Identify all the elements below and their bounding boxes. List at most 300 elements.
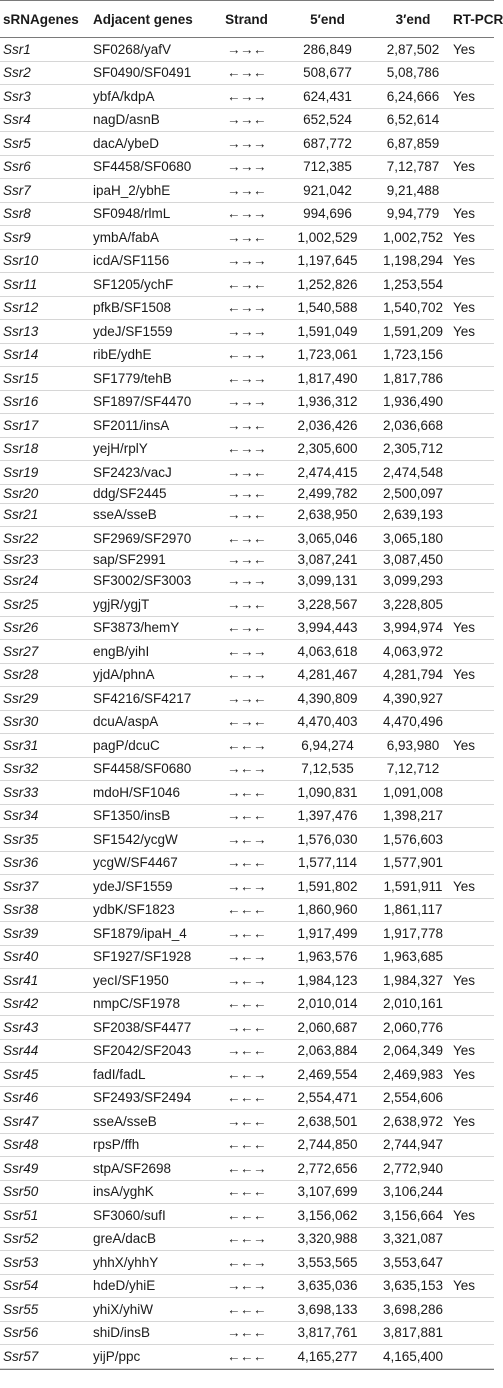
three-end-cell: 3,156,664 [382,1207,444,1223]
strand-cell: ←→→ [227,667,266,683]
adjacent-genes-cell: SF2011/insA [93,417,170,433]
adjacent-genes-cell: ybfA/kdpA [93,88,155,104]
three-end-cell: 2,772,940 [382,1160,444,1176]
adjacent-genes-cell: ribE/ydhE [93,347,152,363]
bottom-rule [0,1369,494,1370]
strand-cell: →→← [227,464,266,480]
srna-gene-cell: Ssr19 [3,464,39,480]
adjacent-genes-cell: yhhX/yhhY [93,1254,159,1270]
table-row [0,1275,494,1299]
srna-gene-cell: Ssr22 [3,530,39,546]
five-end-cell: 1,197,645 [297,253,358,269]
three-end-cell: 2,474,548 [382,464,444,480]
adjacent-genes-cell: yejH/rplY [93,441,148,457]
header-adjacent-genes: Adjacent genes [93,11,193,27]
table-row [0,828,494,852]
table-row [0,1087,494,1111]
adjacent-genes-cell: SF1879/ipaH_4 [93,925,187,941]
table-row [0,551,494,570]
table-row [0,1204,494,1228]
three-end-cell: 1,591,911 [383,878,443,894]
three-end-cell: 3,635,153 [382,1278,444,1294]
adjacent-genes-cell: rpsP/ffh [93,1137,140,1153]
adjacent-genes-cell: shiD/insB [93,1325,151,1341]
five-end-cell: 921,042 [303,182,352,198]
five-end-cell: 994,696 [303,206,352,222]
table-row [0,969,494,993]
strand-cell: ←←→ [227,1160,266,1176]
three-end-cell: 2,744,947 [382,1137,444,1153]
five-end-cell: 3,817,761 [297,1325,358,1341]
five-end-cell: 1,591,049 [297,323,358,339]
three-end-cell: 1,723,156 [382,347,444,363]
srna-gene-cell: Ssr11 [3,276,38,292]
srna-gene-cell: Ssr20 [3,486,39,501]
strand-cell: →→← [227,507,266,523]
adjacent-genes-cell: ydeJ/SF1559 [93,878,173,894]
adjacent-genes-cell: dacA/ybeD [93,135,160,151]
table-row [0,226,494,250]
table-row [0,640,494,664]
srna-gene-cell: Ssr49 [3,1160,39,1176]
three-end-cell: 6,24,666 [386,88,440,104]
strand-cell: →→→ [227,573,266,589]
strand-cell: ←→→ [227,347,266,363]
five-end-cell: 1,936,312 [297,394,358,410]
rt-pcr-cell: Yes [453,229,476,245]
five-end-cell: 508,677 [303,65,352,81]
five-end-cell: 3,320,988 [297,1231,358,1247]
srna-gene-cell: Ssr35 [3,831,39,847]
rt-pcr-cell: Yes [453,1113,476,1129]
strand-cell: →←→ [227,878,266,894]
strand-cell: →←← [227,1113,266,1129]
five-end-cell: 1,397,476 [297,808,358,824]
table-row [0,1181,494,1205]
header-five-end: 5′end [310,11,345,27]
strand-cell: ←←← [227,902,266,918]
five-end-cell: 3,156,062 [297,1207,358,1223]
srna-gene-cell: Ssr47 [3,1113,39,1129]
adjacent-genes-cell: mdoH/SF1046 [93,784,181,800]
srna-gene-cell: Ssr7 [3,182,31,198]
strand-cell: →→← [227,229,266,245]
rt-pcr-cell: Yes [453,667,476,683]
table-row [0,922,494,946]
table-row [0,273,494,297]
strand-cell: ←←→ [227,737,266,753]
five-end-cell: 2,469,554 [297,1066,358,1082]
five-end-cell: 652,524 [303,112,352,128]
header-three-end: 3′end [395,11,431,27]
five-end-cell: 1,723,061 [297,347,358,363]
five-end-cell: 1,090,831 [297,784,358,800]
strand-cell: →←← [227,1043,266,1059]
five-end-cell: 2,036,426 [297,417,358,433]
table-row [0,132,494,156]
strand-cell: ←→→ [227,441,266,457]
three-end-cell: 2,639,193 [382,507,444,523]
adjacent-genes-cell: SF0948/rlmL [93,206,171,222]
table-row [0,1063,494,1087]
three-end-cell: 3,817,881 [382,1325,444,1341]
five-end-cell: 4,165,277 [297,1348,358,1364]
adjacent-genes-cell: SF1350/insB [93,808,171,824]
three-end-cell: 3,994,974 [382,620,444,636]
three-end-cell: 1,398,217 [382,808,444,824]
adjacent-genes-cell: ygjR/ygjT [93,596,150,612]
srna-gene-cell: Ssr26 [3,620,39,636]
table-body [0,38,494,1369]
table-row [0,179,494,203]
adjacent-genes-cell: ydeJ/SF1559 [93,323,173,339]
rt-pcr-cell: Yes [453,1043,476,1059]
three-end-cell: 3,228,805 [382,596,444,612]
table-row [0,250,494,274]
srna-gene-cell: Ssr39 [3,925,39,941]
three-end-cell: 2,064,349 [382,1043,444,1059]
five-end-cell: 2,063,884 [297,1043,358,1059]
three-end-cell: 2,87,502 [386,41,440,57]
table-header [0,1,503,37]
table-row [0,297,494,321]
strand-cell: →←← [227,1019,266,1035]
three-end-cell: 2,469,983 [382,1066,444,1082]
three-end-cell: 2,060,776 [382,1019,444,1035]
adjacent-genes-cell: sseA/sseB [93,507,157,523]
five-end-cell: 3,099,131 [297,573,358,589]
five-end-cell: 1,963,576 [297,949,358,965]
three-end-cell: 1,963,685 [382,949,444,965]
five-end-cell: 1,817,490 [297,370,358,386]
srna-gene-cell: Ssr36 [3,855,39,871]
three-end-cell: 1,576,603 [382,831,444,847]
strand-cell: →←→ [227,831,266,847]
five-end-cell: 712,385 [303,159,352,175]
five-end-cell: 2,060,687 [297,1019,358,1035]
srna-gene-cell: Ssr57 [3,1348,39,1364]
three-end-cell: 4,390,927 [382,690,444,706]
five-end-cell: 1,576,030 [297,831,358,847]
three-end-cell: 4,165,400 [382,1348,444,1364]
adjacent-genes-cell: insA/yghK [93,1184,154,1200]
table-row [0,1251,494,1275]
srna-gene-cell: Ssr53 [3,1254,39,1270]
adjacent-genes-cell: ddg/SF2445 [93,486,167,501]
strand-cell: →→→ [227,135,266,151]
adjacent-genes-cell: SF1779/tehB [93,370,172,386]
strand-cell: ←→→ [227,88,266,104]
three-end-cell: 9,21,488 [386,182,440,198]
srna-gene-cell: Ssr25 [3,596,39,612]
three-end-cell: 3,698,286 [382,1301,444,1317]
srna-gene-cell: Ssr54 [3,1278,39,1294]
five-end-cell: 4,470,403 [297,714,358,730]
srna-gene-cell: Ssr10 [3,253,39,269]
table-row [0,1040,494,1064]
five-end-cell: 2,554,471 [297,1090,358,1106]
five-end-cell: 3,994,443 [297,620,358,636]
strand-cell: ←←→ [227,1254,266,1270]
strand-cell: ←←← [227,1090,266,1106]
five-end-cell: 2,772,656 [297,1160,358,1176]
five-end-cell: 2,638,950 [297,507,358,523]
five-end-cell: 1,002,529 [297,229,358,245]
adjacent-genes-cell: SF2969/SF2970 [93,530,192,546]
srna-gene-cell: Ssr1 [3,41,31,57]
srna-gene-cell: Ssr30 [3,714,39,730]
srna-gene-cell: Ssr3 [3,88,31,104]
srna-gene-cell: Ssr31 [3,737,39,753]
strand-cell: →→→ [227,159,266,175]
strand-cell: ←→← [227,620,266,636]
strand-cell: →←← [227,808,266,824]
three-end-cell: 3,065,180 [382,530,444,546]
rt-pcr-cell: Yes [453,159,476,175]
three-end-cell: 1,591,209 [382,323,444,339]
three-end-cell: 1,861,117 [383,902,443,918]
strand-cell: →←← [227,925,266,941]
srna-gene-cell: Ssr38 [3,902,39,918]
five-end-cell: 2,474,415 [297,464,358,480]
strand-cell: ←→← [227,714,266,730]
three-end-cell: 3,553,647 [382,1254,444,1270]
adjacent-genes-cell: sseA/sseB [93,1113,157,1129]
srna-gene-cell: Ssr6 [3,159,31,175]
srna-gene-cell: Ssr34 [3,808,39,824]
srna-gene-cell: Ssr13 [3,323,39,339]
table-row [0,414,494,438]
strand-cell: ←→← [227,65,266,81]
srna-gene-cell: Ssr46 [3,1090,39,1106]
srna-gene-cell: Ssr45 [3,1066,39,1082]
table-row [0,62,494,86]
srna-gene-cell: Ssr27 [3,643,39,659]
adjacent-genes-cell: SF1205/ychF [93,276,174,292]
srna-gene-cell: Ssr8 [3,206,31,222]
three-end-cell: 1,253,554 [382,276,444,292]
five-end-cell: 3,065,046 [297,530,358,546]
five-end-cell: 624,431 [303,88,352,104]
rt-pcr-cell: Yes [453,88,476,104]
table-row [0,617,494,641]
strand-cell: ←→→ [227,370,266,386]
adjacent-genes-cell: ipaH_2/ybhE [93,182,171,198]
five-end-cell: 1,540,588 [297,300,358,316]
three-end-cell: 9,94,779 [386,206,440,222]
adjacent-genes-cell: dcuA/aspA [93,714,159,730]
adjacent-genes-cell: SF2423/vacJ [93,464,172,480]
adjacent-genes-cell: nmpC/SF1978 [93,996,181,1012]
five-end-cell: 3,228,567 [297,596,358,612]
strand-cell: ←→← [227,530,266,546]
adjacent-genes-cell: fadI/fadL [93,1066,146,1082]
table-row [0,527,494,551]
table-row [0,664,494,688]
adjacent-genes-cell: SF1927/SF1928 [93,949,192,965]
table-row [0,570,494,594]
three-end-cell: 4,281,794 [382,667,444,683]
srna-gene-cell: Ssr16 [3,394,39,410]
strand-cell: ←←← [227,1207,266,1223]
table-row [0,805,494,829]
rt-pcr-cell: Yes [453,253,476,269]
three-end-cell: 2,305,712 [382,441,444,457]
strand-cell: →←→ [227,1278,266,1294]
adjacent-genes-cell: nagD/asnB [93,112,160,128]
five-end-cell: 1,591,802 [297,878,358,894]
table-row [0,85,494,109]
strand-cell: →→← [227,112,266,128]
table-row [0,504,494,528]
header-strand: Strand [225,11,268,27]
three-end-cell: 1,984,327 [382,972,444,988]
table-row [0,1016,494,1040]
srna-gene-cell: Ssr21 [3,507,39,523]
adjacent-genes-cell: SF2038/SF4477 [93,1019,192,1035]
adjacent-genes-cell: yhiX/yhiW [93,1301,154,1317]
srna-gene-cell: Ssr9 [3,229,31,245]
adjacent-genes-cell: stpA/SF2698 [93,1160,172,1176]
three-end-cell: 3,087,450 [382,552,444,567]
table-row [0,156,494,180]
strand-cell: →←→ [227,972,266,988]
table-row [0,485,494,504]
five-end-cell: 3,553,565 [297,1254,358,1270]
table-row [0,687,494,711]
adjacent-genes-cell: yjdA/phnA [93,667,155,683]
rt-pcr-cell: Yes [453,972,476,988]
adjacent-genes-cell: engB/yihI [93,643,150,659]
strand-cell: →←← [227,784,266,800]
srna-gene-cell: Ssr51 [3,1207,39,1223]
strand-cell: →→← [227,690,266,706]
strand-cell: ←←← [227,1348,266,1364]
three-end-cell: 1,917,778 [382,925,444,941]
srna-gene-cell: Ssr37 [3,878,39,894]
strand-cell: →→→ [227,323,266,339]
table-row [0,852,494,876]
three-end-cell: 4,470,496 [382,714,444,730]
table-row [0,593,494,617]
five-end-cell: 1,860,960 [297,902,358,918]
strand-cell: →→→ [227,394,266,410]
table-row [0,1110,494,1134]
srna-gene-cell: Ssr32 [3,761,39,777]
rt-pcr-cell: Yes [453,1278,476,1294]
table-row [0,711,494,735]
five-end-cell: 7,12,535 [301,761,354,777]
adjacent-genes-cell: ycgW/SF4467 [93,855,178,871]
three-end-cell: 2,554,606 [382,1090,444,1106]
table-row [0,367,494,391]
table-row [0,320,494,344]
three-end-cell: 7,12,712 [386,761,440,777]
strand-cell: ←→→ [227,300,266,316]
srna-gene-cell: Ssr18 [3,441,39,457]
five-end-cell: 1,577,114 [297,855,358,871]
adjacent-genes-cell: ymbA/fabA [93,229,160,245]
table-row [0,1322,494,1346]
srna-gene-cell: Ssr28 [3,667,39,683]
strand-cell: →←→ [227,761,266,777]
srna-gene-cell: Ssr12 [3,300,39,316]
table-row [0,1345,494,1369]
five-end-cell: 3,107,699 [297,1184,358,1200]
strand-cell: ←←← [227,996,266,1012]
srna-gene-cell: Ssr43 [3,1019,39,1035]
rt-pcr-cell: Yes [453,323,476,339]
three-end-cell: 1,817,786 [382,370,444,386]
srna-gene-cell: Ssr52 [3,1231,39,1247]
srna-gene-cell: Ssr23 [3,552,39,567]
three-end-cell: 4,063,972 [382,643,444,659]
srna-gene-cell: Ssr55 [3,1301,39,1317]
table-row [0,1298,494,1322]
srna-gene-cell: Ssr42 [3,996,39,1012]
table-row [0,1134,494,1158]
adjacent-genes-cell: SF4458/SF0680 [93,761,192,777]
header-srna-genes: sRNAgenes [3,11,79,27]
adjacent-genes-cell: SF1542/ycgW [93,831,178,847]
srna-gene-cell: Ssr2 [3,65,31,81]
rt-pcr-cell: Yes [453,620,476,636]
table-row [0,391,494,415]
adjacent-genes-cell: SF3002/SF3003 [93,573,192,589]
three-end-cell: 1,936,490 [382,394,444,410]
table-row [0,344,494,368]
srna-gene-cell: Ssr48 [3,1137,39,1153]
rt-pcr-cell: Yes [453,737,476,753]
five-end-cell: 3,087,241 [297,552,358,567]
adjacent-genes-cell: SF1897/SF4470 [93,394,192,410]
srna-gene-cell: Ssr40 [3,949,39,965]
table-row [0,758,494,782]
rt-pcr-cell: Yes [453,1066,476,1082]
three-end-cell: 1,002,752 [382,229,444,245]
three-end-cell: 6,52,614 [386,112,440,128]
five-end-cell: 2,744,850 [297,1137,358,1153]
strand-cell: ←→→ [227,643,266,659]
strand-cell: ←←← [227,1184,266,1200]
three-end-cell: 3,106,244 [382,1184,444,1200]
strand-cell: →→← [227,552,266,567]
rt-pcr-cell: Yes [453,41,476,57]
adjacent-genes-cell: SF2042/SF2043 [93,1043,192,1059]
strand-cell: ←←→ [227,1231,266,1247]
rt-pcr-cell: Yes [453,1207,476,1223]
three-end-cell: 6,87,859 [386,135,440,151]
five-end-cell: 2,010,014 [297,996,358,1012]
five-end-cell: 4,281,467 [297,667,358,683]
adjacent-genes-cell: SF4458/SF0680 [93,159,192,175]
adjacent-genes-cell: SF4216/SF4217 [93,690,192,706]
table-row [0,781,494,805]
rt-pcr-cell: Yes [453,878,476,894]
strand-cell: →→← [227,486,266,501]
three-end-cell: 1,198,294 [382,253,444,269]
five-end-cell: 2,638,501 [297,1113,358,1129]
table-row [0,38,494,62]
five-end-cell: 2,499,782 [297,486,358,501]
three-end-cell: 1,577,901 [382,855,444,871]
three-end-cell: 2,500,097 [382,486,444,501]
three-end-cell: 3,321,087 [382,1231,444,1247]
strand-cell: ←←→ [227,1066,266,1082]
rt-pcr-cell: Yes [453,206,476,222]
srna-gene-cell: Ssr44 [3,1043,39,1059]
adjacent-genes-cell: SF2493/SF2494 [93,1090,192,1106]
